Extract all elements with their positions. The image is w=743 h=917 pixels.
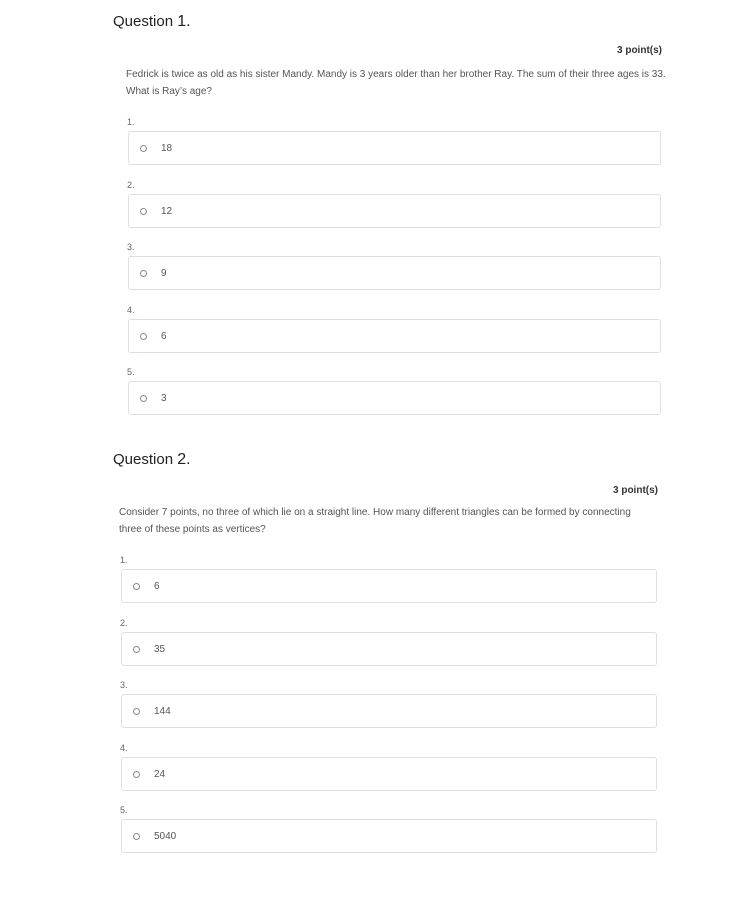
option-choice-box[interactable] bbox=[121, 694, 657, 728]
question-number: 1. bbox=[177, 13, 191, 30]
question-heading bbox=[113, 451, 191, 469]
option-label: 24 bbox=[154, 768, 166, 780]
question-text: Consider 7 points, no three of which lie on a straight line. How many different triangles can be formed by connecting three of these points as vertices? bbox=[119, 507, 631, 535]
option-choice-box[interactable] bbox=[128, 194, 661, 228]
question-points: 3 point(s) bbox=[617, 45, 662, 56]
option-choice-box[interactable] bbox=[121, 819, 657, 853]
option-choice-box[interactable] bbox=[128, 381, 661, 415]
option-label: 6 bbox=[154, 581, 160, 592]
option-label: 12 bbox=[161, 205, 173, 217]
option-choice-box[interactable] bbox=[121, 757, 657, 791]
radio-unchecked-icon[interactable] bbox=[140, 395, 147, 402]
option-number: 3. bbox=[127, 242, 135, 252]
option-choice-box[interactable] bbox=[128, 256, 661, 290]
radio-unchecked-icon[interactable] bbox=[140, 208, 147, 215]
option-number: 5. bbox=[127, 367, 135, 377]
option-choice-box[interactable] bbox=[128, 131, 661, 165]
option-label: 35 bbox=[154, 643, 166, 655]
question-points: 3 point(s) bbox=[613, 485, 658, 496]
question-text: Fedrick is twice as old as his sister Mandy. Mandy is 3 years older than her brother Ray. The sum of their three ages is 33. What is Ray’s age? bbox=[126, 69, 666, 97]
option-number: 4. bbox=[127, 304, 135, 315]
radio-unchecked-icon[interactable] bbox=[140, 270, 147, 277]
option-label: 5040 bbox=[154, 831, 177, 842]
question-title: Question bbox=[113, 13, 178, 30]
option-choice-box[interactable] bbox=[128, 319, 661, 353]
question-number: 2. bbox=[177, 451, 191, 468]
radio-unchecked-icon[interactable] bbox=[133, 771, 140, 778]
option-label: 6 bbox=[161, 330, 167, 342]
question-heading bbox=[113, 13, 191, 31]
option-label: 9 bbox=[161, 268, 167, 279]
option-label: 144 bbox=[154, 706, 171, 717]
radio-unchecked-icon[interactable] bbox=[133, 833, 140, 840]
option-number: 2. bbox=[127, 179, 135, 190]
radio-unchecked-icon[interactable] bbox=[133, 583, 140, 590]
option-number: 4. bbox=[120, 742, 128, 753]
option-number: 3. bbox=[120, 680, 128, 690]
option-choice-box[interactable] bbox=[121, 569, 657, 603]
option-label: 18 bbox=[161, 143, 173, 154]
option-number: 5. bbox=[120, 805, 128, 815]
radio-unchecked-icon[interactable] bbox=[140, 333, 147, 340]
radio-unchecked-icon[interactable] bbox=[133, 646, 140, 653]
option-number: 1. bbox=[127, 117, 135, 127]
radio-unchecked-icon[interactable] bbox=[140, 145, 147, 152]
option-label: 3 bbox=[161, 393, 167, 404]
question-title: Question bbox=[113, 451, 178, 468]
radio-unchecked-icon[interactable] bbox=[133, 708, 140, 715]
option-number: 2. bbox=[120, 617, 128, 628]
option-choice-box[interactable] bbox=[121, 632, 657, 666]
option-number: 1. bbox=[120, 555, 128, 565]
